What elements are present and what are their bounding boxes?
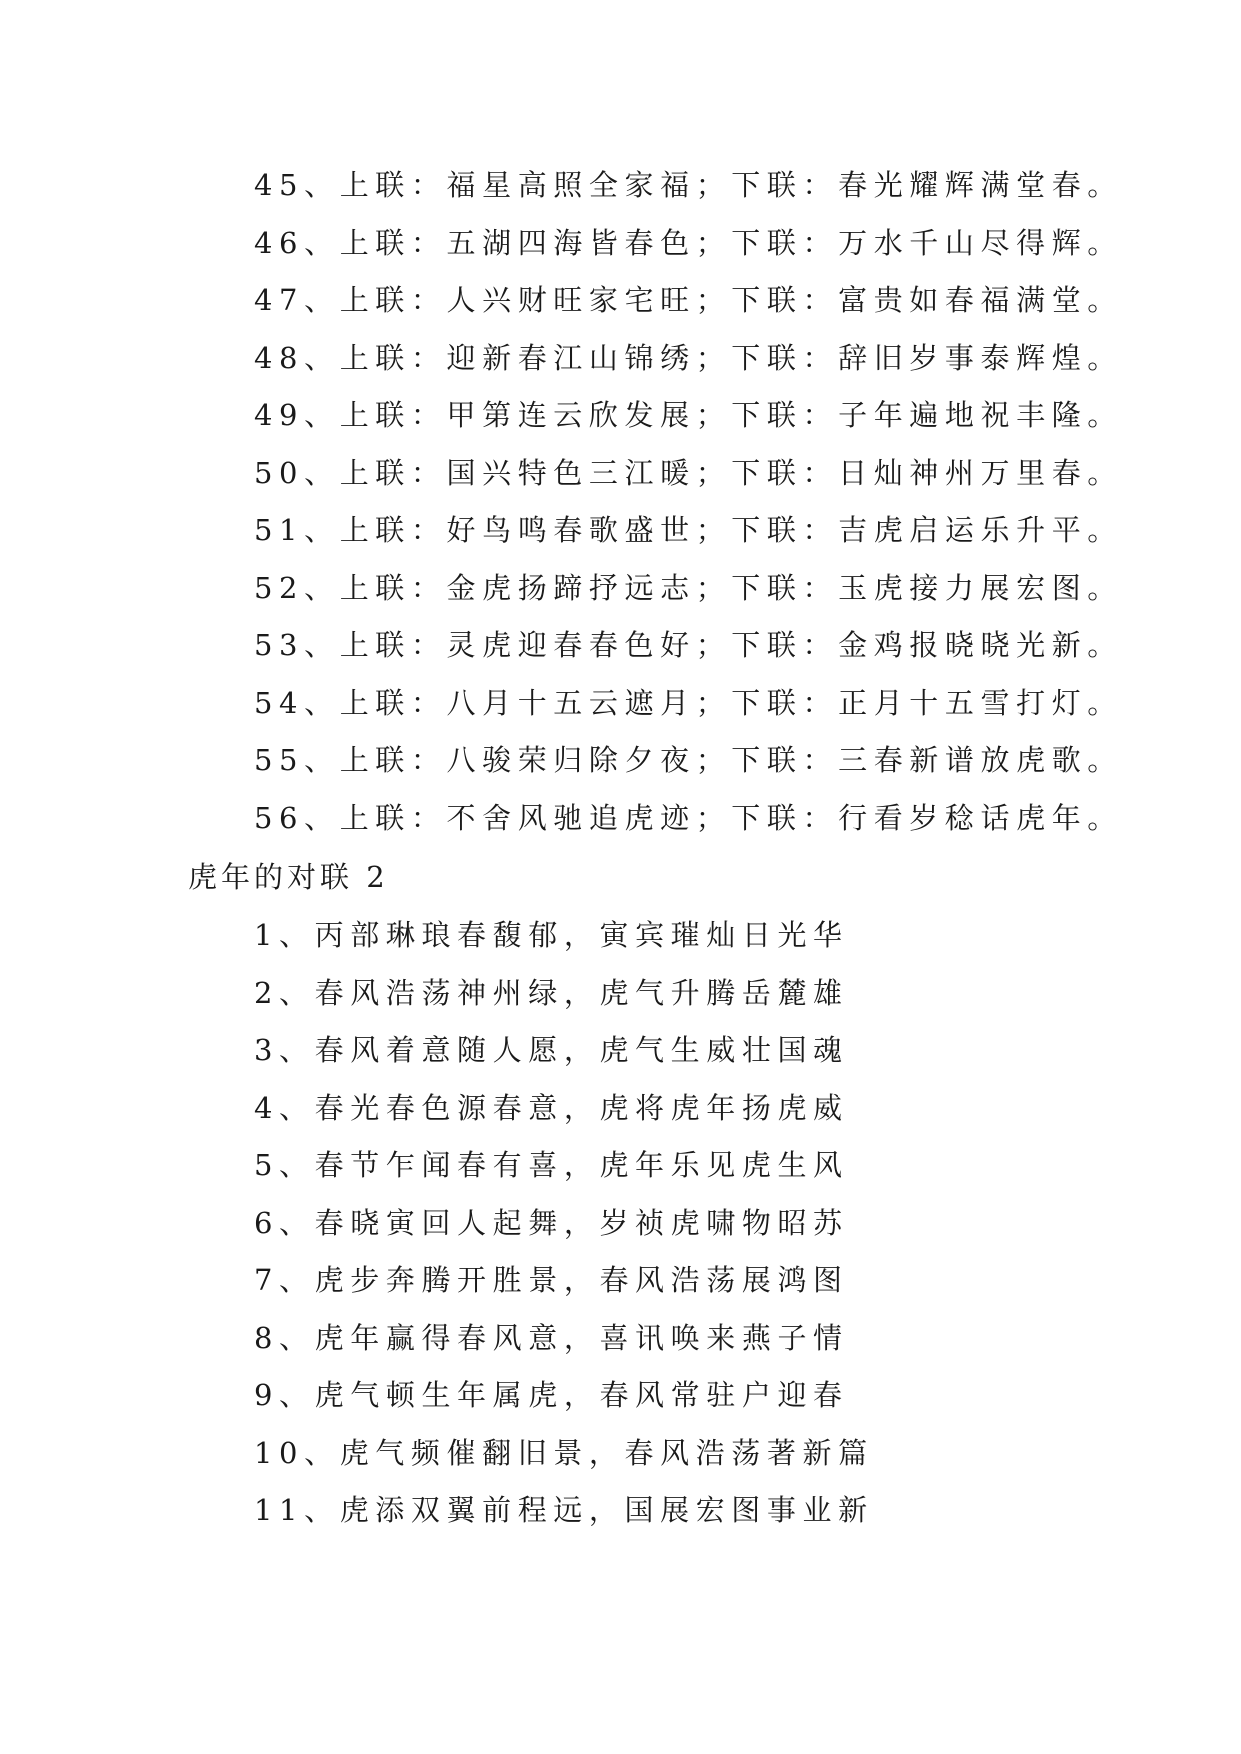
couplet-line: 53、上联：灵虎迎春春色好；下联：金鸡报晓晓光新。 xyxy=(254,628,1123,662)
couplet-line: 7、虎步奔腾开胜景，春风浩荡展鸿图 xyxy=(254,1263,849,1297)
couplet-line: 54、上联：八月十五云遮月；下联：正月十五雪打灯。 xyxy=(254,685,1123,720)
couplet-line: 5、春节乍闻春有喜，虎年乐见虎生风 xyxy=(254,1148,849,1182)
couplet-line: 56、上联：不舍风驰追虎迹；下联：行看岁稔话虎年。 xyxy=(254,800,1123,835)
couplet-line: 47、上联：人兴财旺家宅旺；下联：富贵如春福满堂。 xyxy=(254,283,1123,317)
couplet-line: 51、上联：好鸟鸣春歌盛世；下联：吉虎启运乐升平。 xyxy=(254,513,1123,547)
couplet-line: 2、春风浩荡神州绿，虎气升腾岳麓雄 xyxy=(254,975,849,1010)
couplet-line: 6、春晓寅回人起舞，岁祯虎啸物昭苏 xyxy=(254,1205,849,1240)
couplet-line: 11、虎添双翼前程远，国展宏图事业新 xyxy=(254,1493,874,1527)
section-heading: 虎年的对联 2 xyxy=(188,860,389,894)
couplet-line: 50、上联：国兴特色三江暖；下联：日灿神州万里春。 xyxy=(254,455,1123,490)
couplet-line: 52、上联：金虎扬蹄抒远志；下联：玉虎接力展宏图。 xyxy=(254,570,1123,605)
couplet-line: 49、上联：甲第连云欣发展；下联：子年遍地祝丰隆。 xyxy=(254,398,1123,432)
couplet-line: 9、虎气顿生年属虎，春风常驻户迎春 xyxy=(254,1378,849,1412)
couplet-line: 45、上联：福星高照全家福；下联：春光耀辉满堂春。 xyxy=(254,168,1123,202)
couplet-line: 4、春光春色源春意，虎将虎年扬虎威 xyxy=(254,1090,849,1125)
couplet-line: 3、春风着意随人愿，虎气生威壮国魂 xyxy=(254,1033,849,1067)
couplet-line: 46、上联：五湖四海皆春色；下联：万水千山尽得辉。 xyxy=(254,225,1123,260)
couplet-line: 10、虎气频催翻旧景，春风浩荡著新篇 xyxy=(254,1435,874,1470)
couplet-line: 48、上联：迎新春江山锦绣；下联：辞旧岁事泰辉煌。 xyxy=(254,340,1123,375)
couplet-line: 8、虎年赢得春风意，喜讯唤来燕子情 xyxy=(254,1320,849,1355)
couplet-line: 55、上联：八骏荣归除夕夜；下联：三春新谱放虎歌。 xyxy=(254,743,1123,777)
couplet-line: 1、丙部琳琅春馥郁，寅宾璀灿日光华 xyxy=(254,918,849,952)
